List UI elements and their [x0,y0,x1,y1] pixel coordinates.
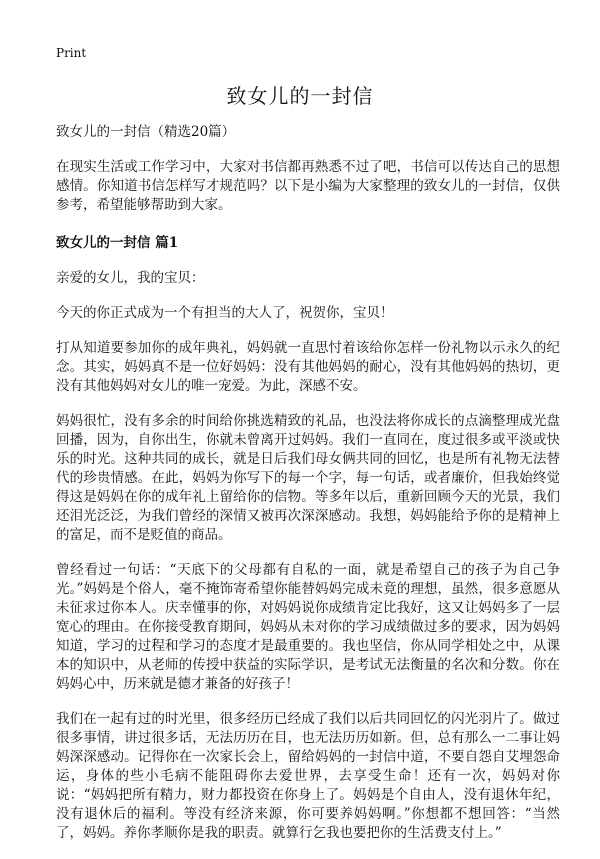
article-subtitle: 致女儿的一封信（精选20篇） [56,124,236,140]
body-paragraph: 打从知道要参加你的成年典礼，妈妈就一直思忖着该给你怎样一份礼物以示永久的纪念。其实，妈妈真不是一位好妈妈：没有其他妈妈的耐心，没有其他妈妈的热切，更没有其他妈妈对女儿的唯一宠爱。为此，深感不安。 [56,340,560,394]
article-body [56,120,560,859]
body-paragraph: 曾经看过一句话：“天底下的父母都有自私的一面，就是希望自己的孩子为自己争光。”妈妈是个俗人，毫不掩饰寄希望你能替妈妈完成未竟的理想，虽然，很多意愿从未征求过你本人。庆幸懂事的你，对妈妈说你成绩肯定比我好，这又让妈妈多了一层宽心的理由。在你接受教育期间，妈妈从未对你的学习成绩做过多的要求，因为妈妈知道，学习的过程和学习的态度才是最重要的。我也坚信，你从同学相处之中，从课本的知识中，从老师的传授中获益的实际学识，是考试无法衡量的名次和分数。你在妈妈心中，历来就是德才兼备的好孩子！ [56,562,560,692]
salutation: 亲爱的女儿，我的宝贝： [56,270,205,286]
body-paragraph: 今天的你正式成为一个有担当的大人了，祝贺你，宝贝！ [56,305,394,321]
page-title: 致女儿的一封信 [226,84,374,108]
intro-paragraph: 在现实生活或工作学习中，大家对书信都再熟悉不过了吧，书信可以传达自己的思想感情。你知道书信怎样写才规范吗？以下是小编为大家整理的致女儿的一封信，仅供参考，希望能够帮助到大家。 [56,159,560,213]
print-link[interactable]: Print [56,46,87,60]
body-paragraph: 我们在一起有过的时光里，很多经历已经成了我们以后共同回忆的闪光羽片了。做过很多事情，讲过很多话，无法历历在目，也无法历历如新。但，总有那么一二事让妈妈深深感动。记得你在一次家长会上，留给妈妈的一封信中道，不要自怨自艾埋怨命运，身体的些小毛病不能阻碍你去爱世界，去享受生命！还有一次，妈妈对你说：“妈妈把所有精力，财力都投资在你身上了。妈妈是个自由人，没有退休年纪，没有退休后的福利。等没有经济来源，你可要养妈妈啊。”你想都不想回答：“当然了，妈妈。养你孝顺你是我的职责。就算行乞我也要把你的生活费支付上。” [56,711,560,841]
section-heading: 致女儿的一封信 篇1 [56,235,179,251]
body-paragraph: 妈妈很忙，没有多余的时间给你挑选精致的礼品，也没法将你成长的点滴整理成光盘回播，因为，自你出生，你就未曾离开过妈妈。我们一直同在，度过很多或平淡或快乐的时光。这种共同的成长，就是日后我们母女俩共同的回忆，也是所有礼物无法替代的珍贵情感。在此，妈妈为你写下的每一个字，每一句话，或者廉价，但我始终觉得这是妈妈在你的成年礼上留给你的信物。等多年以后，重新回顾今天的光景，我们还泪光泛泛，为我们曾经的深情又被再次深深感动。我想，妈妈能给予你的是精神上的富足，而不是贬值的商品。 [56,413,560,543]
